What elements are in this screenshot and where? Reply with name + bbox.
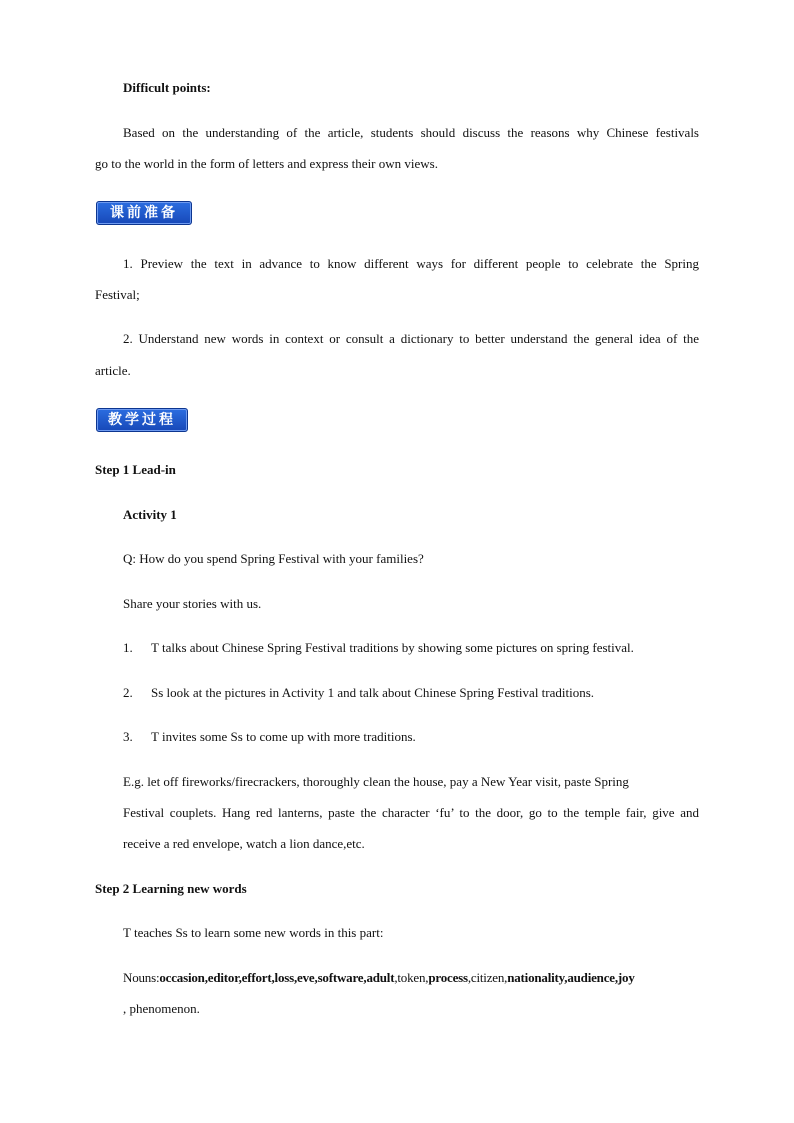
prep-item-1-line-1: 1. Preview the text in advance to know different ways for different people to celebrate the Spring xyxy=(123,256,699,271)
vocab-word: loss xyxy=(274,970,294,985)
list-item-text: T invites some Ss to come up with more traditions. xyxy=(151,729,416,744)
vocab-word: effort xyxy=(241,970,272,985)
vocab-word: process xyxy=(428,970,468,985)
prep-item-1-line-2: Festival; xyxy=(95,287,140,302)
step-1-title: Step 1 Lead-in xyxy=(95,462,176,477)
vocab-word: , xyxy=(271,970,275,985)
vocab-word: , xyxy=(564,970,568,985)
vocab-word: editor xyxy=(207,970,239,985)
difficult-points-heading: Difficult points: xyxy=(123,80,211,95)
question-text: Q: How do you spend Spring Festival with your families? xyxy=(123,551,424,566)
share-text: Share your stories with us. xyxy=(123,596,262,611)
vocab-word: , xyxy=(238,970,242,985)
vocab-word: , xyxy=(293,970,298,985)
vocab-word: , xyxy=(314,970,318,985)
vocab-word: eve xyxy=(297,970,315,985)
step-2-title: Step 2 Learning new words xyxy=(95,881,247,896)
example-line-2: Festival couplets. Hang red lanterns, paste the character ‘fu’ to the door, go to the temple fair, give and xyxy=(123,805,699,820)
example-line-3: receive a red envelope, watch a lion dance,etc. xyxy=(123,836,365,851)
vocab-word: ,token, xyxy=(394,970,429,985)
activity-1-heading: Activity 1 xyxy=(123,507,177,522)
step-2-intro: T teaches Ss to learn some new words in this part: xyxy=(123,925,384,940)
prep-item-2-line-1: 2. Understand new words in context or consult a dictionary to better understand the general idea of the xyxy=(123,331,699,346)
vocab-word: , xyxy=(204,970,208,985)
nouns-list xyxy=(159,970,634,985)
prep-item-2-line-2: article. xyxy=(95,363,131,378)
vocab-word: nationality xyxy=(507,970,565,985)
vocab-word: joy xyxy=(617,970,635,985)
vocab-word: , xyxy=(363,970,367,985)
list-item-number: 3. xyxy=(123,729,133,744)
vocab-word: software xyxy=(317,970,364,985)
teaching-process-badge: 教学过程 xyxy=(96,408,188,432)
difficult-points-line-1: Based on the understanding of the article, students should discuss the reasons why Chinese festivals xyxy=(123,125,699,140)
vocab-word: audience xyxy=(567,970,615,985)
nouns-line-continued: , phenomenon. xyxy=(123,1001,200,1016)
vocab-word: ,citizen, xyxy=(467,970,508,985)
list-item-text: T talks about Chinese Spring Festival traditions by showing some pictures on spring festival. xyxy=(151,640,634,655)
list-item-number: 1. xyxy=(123,640,133,655)
nouns-label: Nouns: xyxy=(123,970,160,985)
example-line-1: E.g. let off fireworks/firecrackers, thoroughly clean the house, pay a New Year visit, paste Spring xyxy=(123,774,629,789)
pre-class-prep-badge: 课前准备 xyxy=(96,201,192,225)
nouns-line xyxy=(123,970,699,986)
list-item-text: Ss look at the pictures in Activity 1 and talk about Chinese Spring Festival traditions. xyxy=(151,685,595,700)
vocab-word: adult xyxy=(366,970,395,985)
list-item-number: 2. xyxy=(123,685,133,700)
vocab-word: , xyxy=(614,970,618,985)
vocab-word: occasion xyxy=(159,970,205,985)
difficult-points-line-2: go to the world in the form of letters and express their own views. xyxy=(95,156,438,171)
